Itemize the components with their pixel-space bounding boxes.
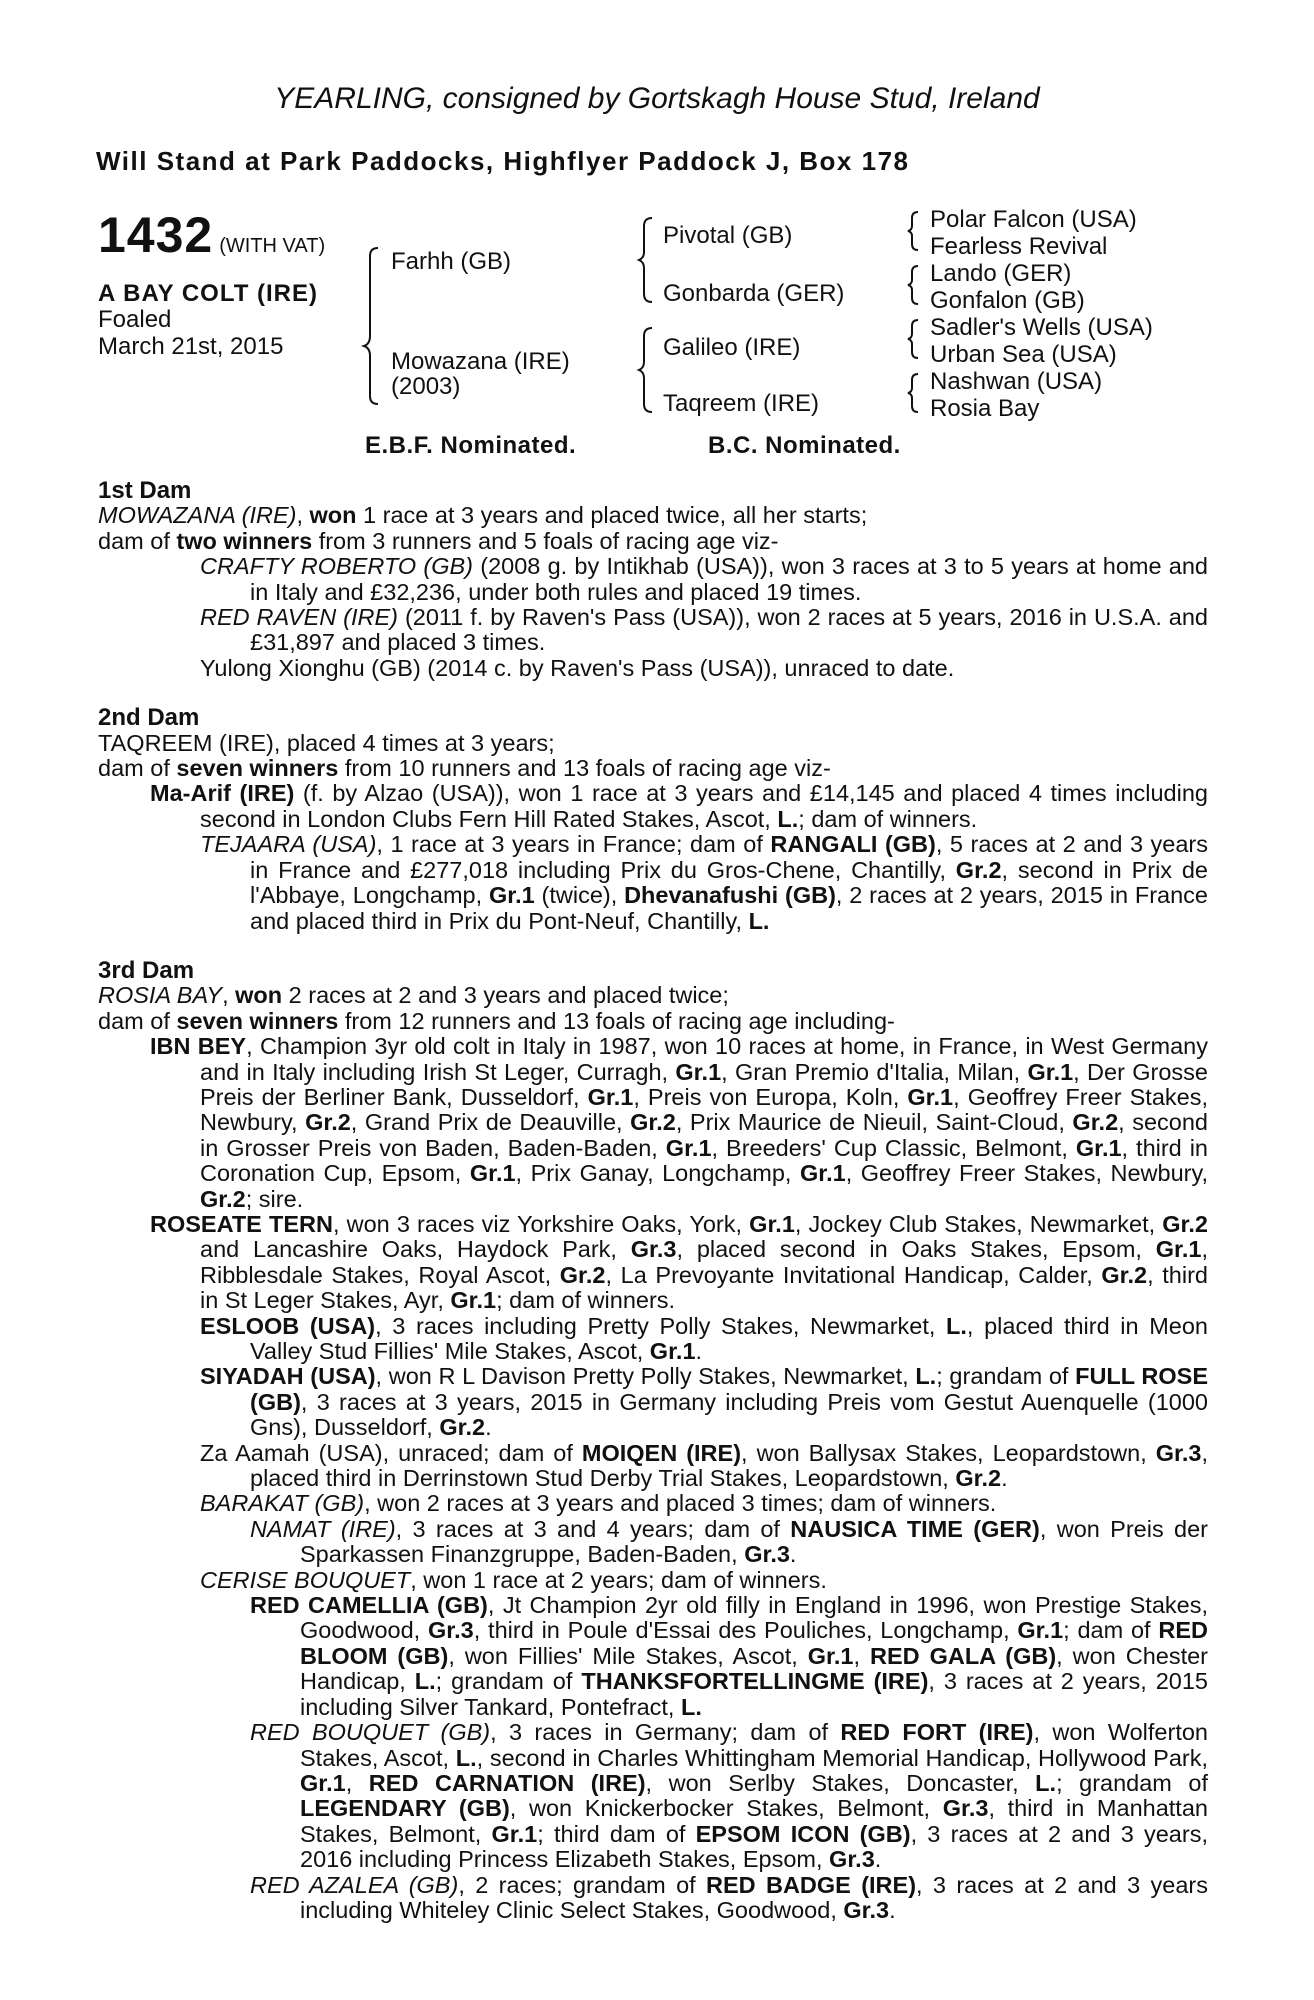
produce-entry: Ma-Arif (IRE) (f. by Alzao (USA)), won 1 race at 3 years and £14,145 and placed 4 times including second in London Clubs Fern Hill Rated Stakes, Ascot, L.; dam of winners.	[150, 780, 1208, 832]
vat-note: (WITH VAT)	[219, 235, 326, 257]
produce-entry: TEJAARA (USA), 1 race at 3 years in France; dam of RANGALI (GB), 5 races at 2 and 3 years in France and £277,018 including Prix du Gros-Chene, Chantilly, Gr.2, second in Prix de l'Abbaye, Longchamp, Gr.1 (twice), Dhevanafushi (GB), 2 races at 2 years, 2015 in France and placed third in Prix du Pont-Neuf, Chantilly, L.	[200, 831, 1209, 934]
bracket-ds	[908, 320, 918, 358]
section-second-dam: 2nd Dam	[98, 704, 200, 732]
second-dam-produce: dam of seven winners from 10 runners and 13 foals of racing age viz-	[98, 755, 831, 782]
location-line: Will Stand at Park Paddocks, Highflyer Paddock J, Box 178	[96, 146, 910, 176]
bracket-dd	[908, 374, 918, 412]
bracket-ss	[908, 212, 918, 250]
ped-sss: Polar Falcon (USA)	[930, 206, 1137, 233]
dam-sire: Galileo (IRE)	[663, 334, 801, 361]
produce-entry: NAMAT (IRE), 3 races at 3 and 4 years; dam of NAUSICA TIME (GER), won Preis der Sparkassen Finanzgruppe, Baden-Baden, Gr.3.	[250, 1515, 1208, 1568]
sire: Farhh (GB)	[391, 248, 512, 275]
dam-dam: Taqreem (IRE)	[663, 390, 820, 417]
produce-entry: CERISE BOUQUET, won 1 race at 2 years; dam of winners.	[200, 1566, 827, 1593]
ebf-nominated: E.B.F. Nominated.	[365, 432, 577, 459]
bracket-sire	[639, 218, 652, 302]
lot-number: 1432	[98, 207, 214, 263]
produce-entry: RED AZALEA (GB), 2 races; grandam of RED BADGE (IRE), 3 races at 2 and 3 years including Whiteley Clinic Select Stakes, Goodwood, Gr.3.	[250, 1871, 1208, 1923]
first-dam-entry: MOWAZANA (IRE), won 1 race at 3 years and placed twice, all her starts;	[98, 502, 868, 529]
ped-dss: Sadler's Wells (USA)	[930, 314, 1153, 341]
produce-entry: ESLOOB (USA), 3 races including Pretty Polly Stakes, Newmarket, L., placed third in Meon Valley Stud Fillies' Mile Stakes, Ascot, Gr.1.	[200, 1312, 1209, 1364]
bracket-gen1	[364, 248, 378, 404]
first-dam-produce: dam of two winners from 3 runners and 5 foals of racing age viz-	[98, 527, 779, 554]
produce-entry: IBN BEY, Champion 3yr old colt in Italy in 1987, won 10 races at home, in France, in West Germany and in Italy including Irish St Leger, Curragh, Gr.1, Gran Premio d'Italia, Milan, Gr.1, Der Grosse Preis der Berliner Bank, Dusseldorf, Gr.1, Preis von Europa, Koln, Gr.1, Geoffrey Freer Stakes, Newbury, Gr.2, Grand Prix de Deauville, Gr.2, Prix Maurice de Nieuil, Saint-Cloud, Gr.2, second in Grosser Preis von Baden, Baden-Baden, Gr.1, Breeders' Cup Classic, Belmont, Gr.1, third in Coronation Cup, Epsom, Gr.1, Prix Ganay, Longchamp, Gr.1, Geoffrey Freer Stakes, Newbury, Gr.2; sire.	[150, 1033, 1209, 1212]
produce-entry: RED CAMELLIA (GB), Jt Champion 2yr old filly in England in 1996, won Prestige Stakes, Goodwood, Gr.3, third in Poule d'Essai des Pouliches, Longchamp, Gr.1; dam of RED BLOOM (GB), won Fillies' Mile Stakes, Ascot, Gr.1, RED GALA (GB), won Chester Handicap, L.; grandam of THANKSFORTELLINGME (IRE), 3 races at 2 years, 2015 including Silver Tankard, Pontefract, L.	[250, 1592, 1209, 1720]
second-dam-entry: TAQREEM (IRE), placed 4 times at 3 years;	[98, 729, 555, 756]
ped-ddd: Rosia Bay	[930, 395, 1040, 422]
page-title: YEARLING, consigned by Gortskagh House Stud, Ireland	[274, 82, 1040, 115]
ped-ssd: Fearless Revival	[930, 233, 1108, 260]
horse-name: A BAY COLT (IRE)	[98, 280, 319, 307]
foaled-label: Foaled	[98, 306, 172, 333]
dam-year: (2003)	[391, 373, 461, 400]
produce-entry: SIYADAH (USA), won R L Davison Pretty Polly Stakes, Newmarket, L.; grandam of FULL ROSE (GB), 3 races at 3 years, 2015 in Germany including Preis vom Gestut Auenquelle (1000 Gns), Dusseldorf, Gr.2.	[200, 1363, 1208, 1441]
ped-dds: Nashwan (USA)	[930, 368, 1103, 395]
bracket-sd	[908, 266, 918, 304]
foaled-date: March 21st, 2015	[98, 333, 284, 360]
ped-sdd: Gonfalon (GB)	[930, 287, 1085, 314]
produce-entry: Za Aamah (USA), unraced; dam of MOIQEN (IRE), won Ballysax Stakes, Leopardstown, Gr.3, placed third in Derrinstown Stud Derby Trial Stakes, Leopardstown, Gr.2.	[200, 1439, 1208, 1492]
bracket-dam	[639, 328, 652, 412]
section-third-dam: 3rd Dam	[98, 956, 195, 984]
produce-entry: Yulong Xionghu (GB) (2014 c. by Raven's Pass (USA)), unraced to date.	[200, 654, 955, 681]
produce-entry: BARAKAT (GB), won 2 races at 3 years and placed 3 times; dam of winners.	[200, 1490, 997, 1517]
sire-dam: Gonbarda (GER)	[663, 280, 845, 307]
sire-sire: Pivotal (GB)	[663, 222, 793, 249]
ped-sds: Lando (GER)	[930, 260, 1072, 287]
ped-dsd: Urban Sea (USA)	[930, 341, 1117, 368]
produce-entry: RED BOUQUET (GB), 3 races in Germany; dam of RED FORT (IRE), won Wolferton Stakes, Ascot, L., second in Charles Whittingham Memorial Handicap, Hollywood Park, Gr.1, RED CARNATION (IRE), won Serlby Stakes, Doncaster, L.; grandam of LEGENDARY (GB), won Knickerbocker Stakes, Belmont, Gr.3, third in Manhattan Stakes, Belmont, Gr.1; third dam of EPSOM ICON (GB), 3 races at 2 and 3 years, 2016 including Princess Elizabeth Stakes, Epsom, Gr.3.	[250, 1719, 1209, 1873]
produce-entry: RED RAVEN (IRE) (2011 f. by Raven's Pass (USA)), won 2 races at 5 years, 2016 in U.S.A. and £31,897 and placed 3 times.	[200, 604, 1208, 656]
section-first-dam: 1st Dam	[98, 477, 192, 504]
produce-entry: ROSEATE TERN, won 3 races viz Yorkshire Oaks, York, Gr.1, Jockey Club Stakes, Newmarket, Gr.2 and Lancashire Oaks, Haydock Park, Gr.3, placed second in Oaks Stakes, Epsom, Gr.1, Ribblesdale Stakes, Royal Ascot, Gr.2, La Prevoyante Invitational Handicap, Calder, Gr.2, third in St Leger Stakes, Ayr, Gr.1; dam of winners.	[150, 1210, 1208, 1314]
dam-name: Mowazana (IRE)	[391, 348, 570, 375]
third-dam-entry: ROSIA BAY, won 2 races at 2 and 3 years and placed twice;	[98, 982, 729, 1009]
bc-nominated: B.C. Nominated.	[708, 432, 901, 459]
produce-entry: CRAFTY ROBERTO (GB) (2008 g. by Intikhab (USA)), won 3 races at 3 to 5 years at home and in Italy and £32,236, under both rules and placed 19 times.	[200, 553, 1208, 605]
third-dam-produce: dam of seven winners from 12 runners and 13 foals of racing age including-	[98, 1007, 895, 1034]
catalogue-body	[98, 478, 1208, 1923]
